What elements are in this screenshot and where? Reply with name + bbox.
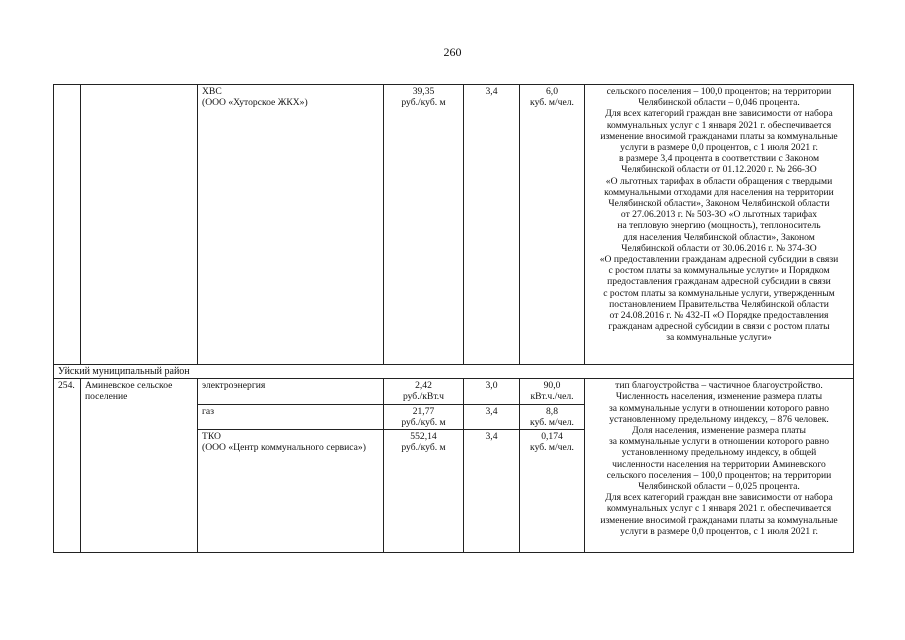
service-cell: электроэнергия <box>198 379 384 404</box>
service-name: ХВС <box>202 86 222 97</box>
note-line: за коммунальные услуги в отношении которого равно <box>608 436 830 448</box>
norm-unit: кВт.ч./чел. <box>530 391 574 403</box>
note-line: услуги в размере 0,0 процентов, с 1 июля 2021 г. <box>620 142 818 154</box>
note-line: за коммунальные услуги в отношении которого равно <box>608 402 830 414</box>
norm-value: 0,174 <box>541 431 563 443</box>
norm-unit: куб. м/чел. <box>530 416 574 428</box>
row-number-cell <box>54 85 81 365</box>
settlement-cell <box>81 85 198 365</box>
row-number-cell: 254. <box>54 379 81 553</box>
note-line: Челябинской области – 0,025 процента. <box>638 481 800 493</box>
note-line: сельского поселения – 100,0 процентов; на территории <box>606 86 832 97</box>
note-line: «О льготных тарифах в области обращения с твердыми <box>605 175 833 187</box>
norm-cell <box>520 379 585 404</box>
note-line: установленному предельному индексу, в общей <box>621 447 817 459</box>
tariff-value: 2,42 <box>415 380 432 392</box>
service-cell <box>198 430 384 553</box>
note-line: Для всех категорий граждан вне зависимости от набора <box>605 108 833 120</box>
norm-value: 6,0 <box>546 86 558 97</box>
table-row-254-electricity <box>54 379 854 404</box>
note-line: для населения Челябинской области», Законом <box>623 231 815 243</box>
percent-cell: 3,4 <box>464 404 520 429</box>
percent-cell: 3,4 <box>464 430 520 553</box>
tariff-value: 21,77 <box>412 405 435 417</box>
note-line: коммунальных услуг с 1 января 2021 г. обеспечивается <box>606 119 832 131</box>
note-line: на тепловую энергию (мощность), теплоноситель <box>617 220 821 232</box>
tariff-value: 552,14 <box>410 431 437 443</box>
note-line: Челябинской области от 30.06.2016 г. № 374-ЗО <box>621 242 817 254</box>
note-line: изменение вносимой гражданами платы за коммунальные <box>600 130 838 142</box>
note-line: постановлением Правительства Челябинской области <box>609 298 829 310</box>
note-line: от 24.08.2016 г. № 432-П «О Порядке предоставления <box>609 310 829 322</box>
note-cell <box>585 379 854 553</box>
table-row-hvs <box>54 85 854 365</box>
norm-unit: куб. м/чел. <box>530 442 574 454</box>
service-provider: (ООО «Хуторское ЖКХ») <box>202 97 308 109</box>
note-cell <box>585 85 854 365</box>
percent-cell: 3,0 <box>464 379 520 404</box>
tariff-cell <box>384 404 464 429</box>
tariff-unit: руб./кВт.ч <box>402 391 445 403</box>
note-line: изменение вносимой гражданами платы за коммунальные <box>600 514 838 526</box>
district-header: Уйский муниципальный район <box>54 365 854 379</box>
norm-cell <box>520 430 585 553</box>
tariff-cell <box>384 430 464 553</box>
norm-cell <box>520 404 585 429</box>
note-line: за коммунальные услуги» <box>666 332 772 344</box>
note-line: с ростом платы за коммунальные услуги, утвержденным <box>603 287 835 299</box>
note-line: гражданам адресной субсидии в связи с ростом платы <box>608 321 830 333</box>
note-line: предоставления гражданам адресной субсидии в связи <box>607 276 831 288</box>
service-cell <box>198 85 384 365</box>
note-line: Челябинской области», Законом Челябинской области <box>608 198 830 210</box>
tariff-unit: руб./куб. м <box>401 442 446 454</box>
note-line: Для всех категорий граждан вне зависимости от набора <box>605 492 833 504</box>
district-row <box>54 365 854 379</box>
page-number: 260 <box>443 45 462 59</box>
note-line: установленному предельному индексу, – 876 человек. <box>609 413 829 425</box>
service-provider: (ООО «Центр коммунального сервиса») <box>202 442 366 454</box>
tariff-unit: руб./куб. м <box>401 97 446 109</box>
note-line: «О предоставлении гражданам адресной субсидии в связи <box>599 254 839 266</box>
note-line: коммунальных услуг с 1 января 2021 г. обеспечивается <box>606 503 832 515</box>
note-line: Численность населения, изменение размера платы <box>615 391 823 403</box>
norm-cell <box>520 85 585 365</box>
tariff-unit: руб./куб. м <box>401 416 446 428</box>
note-line: в размере 3,4 процента в соответствии с Законом <box>618 153 820 165</box>
note-line: Челябинской области – 0,046 процента. <box>638 97 800 109</box>
percent-cell: 3,4 <box>464 85 520 365</box>
service-name: ТКО <box>202 431 221 443</box>
norm-value: 8,8 <box>546 405 558 417</box>
service-cell: газ <box>198 404 384 429</box>
note-line: Доля населения, изменение размера платы <box>632 425 806 437</box>
tariff-cell <box>384 379 464 404</box>
tariff-table <box>53 84 854 553</box>
settlement-cell: Аминевское сельское поселение <box>81 379 198 553</box>
note-line: Челябинской области от 01.12.2020 г. № 266-ЗО <box>621 164 817 176</box>
note-line: коммунальными отходами для населения на территории <box>604 186 834 198</box>
note-line: сельского поселения – 100,0 процентов; на территории <box>606 469 832 481</box>
tariff-value: 39,35 <box>412 86 435 97</box>
note-line: от 27.06.2013 г. № 503-ЗО «О льготных тарифах <box>620 209 818 221</box>
tariff-cell <box>384 85 464 365</box>
note-line: тип благоустройства – частичное благоустройство. <box>615 380 823 392</box>
note-line: численности населения на территории Аминевского <box>612 458 826 470</box>
norm-unit: куб. м/чел. <box>530 97 574 109</box>
note-line: с ростом платы за коммунальные услуги» и Порядком <box>608 265 830 277</box>
norm-value: 90,0 <box>543 380 561 392</box>
note-line: услуги в размере 0,0 процентов, с 1 июля 2021 г. <box>620 525 818 537</box>
